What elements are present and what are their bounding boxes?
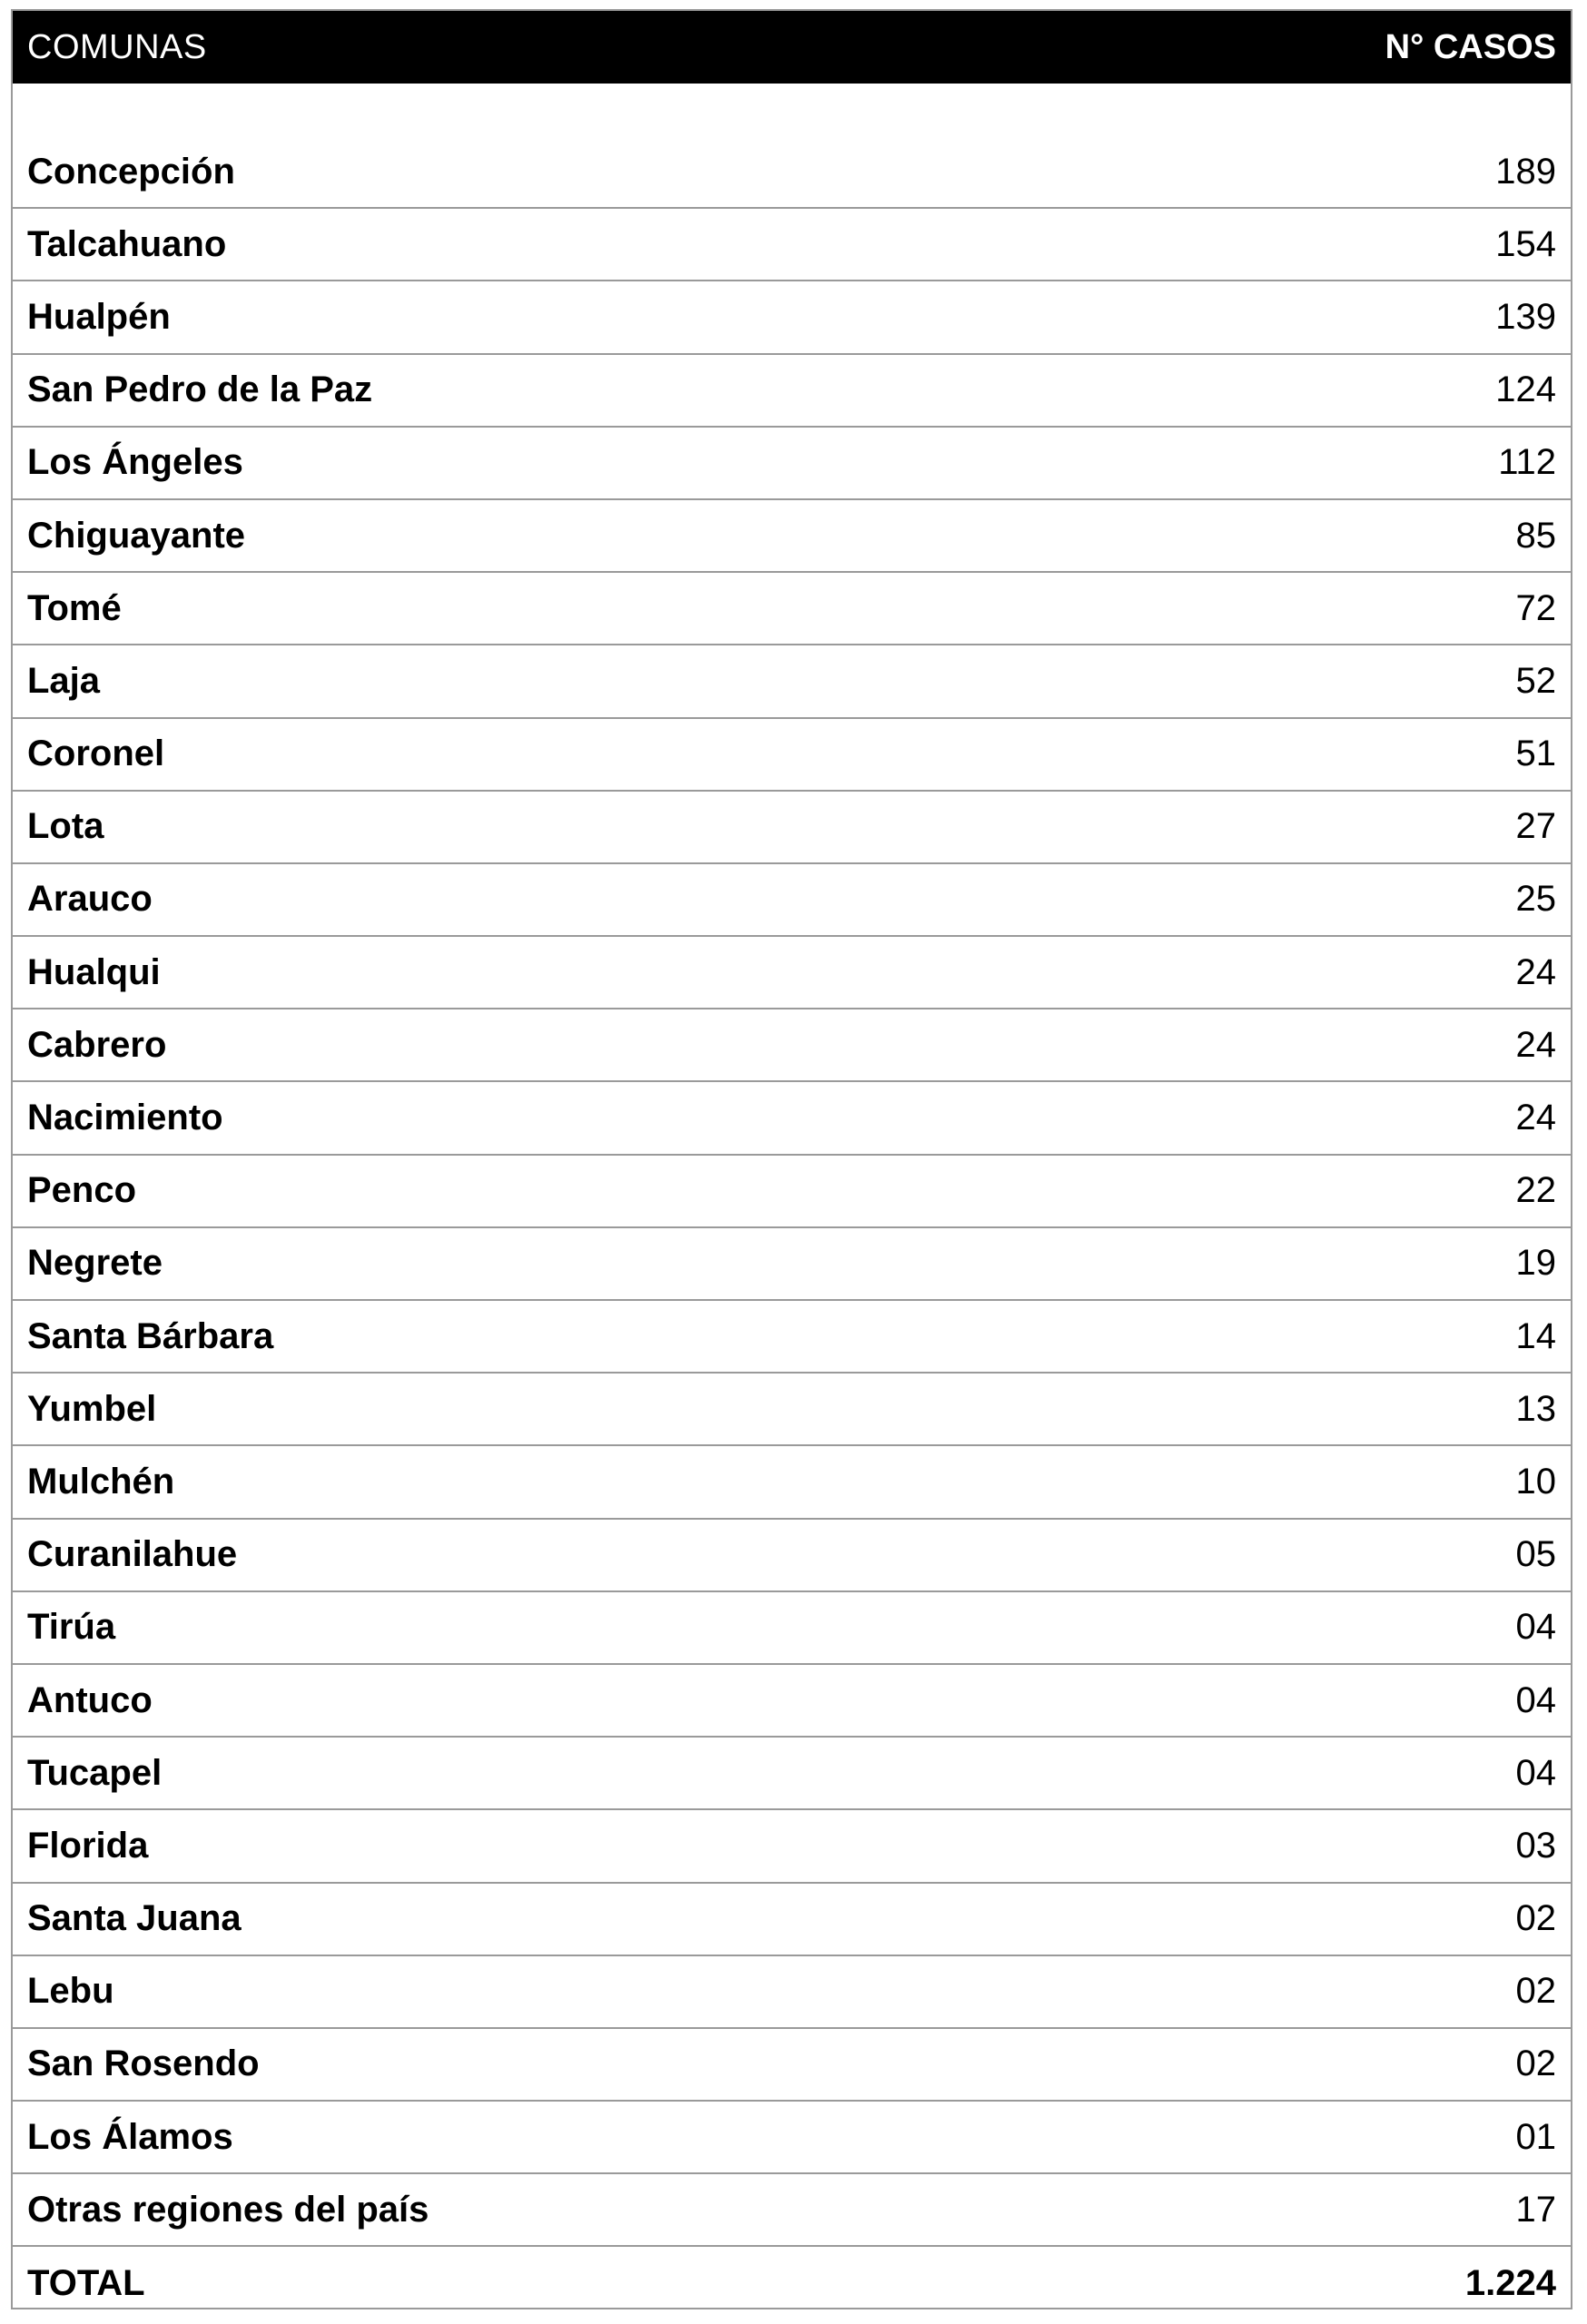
case-count: 22 <box>1515 1170 1556 1211</box>
case-count: 14 <box>1515 1315 1556 1356</box>
comuna-name: Negrete <box>27 1243 163 1284</box>
total-label: TOTAL <box>27 2263 145 2304</box>
table-row <box>13 428 1571 500</box>
comuna-name: Laja <box>27 660 101 701</box>
comuna-name: Penco <box>27 1170 137 1211</box>
comuna-name: Hualqui <box>27 951 161 992</box>
comuna-name: Cabrero <box>27 1024 167 1065</box>
table-row <box>13 281 1571 354</box>
case-count: 04 <box>1515 1607 1556 1648</box>
case-count: 02 <box>1515 2043 1556 2084</box>
table-row <box>13 355 1571 428</box>
case-count: 24 <box>1515 1098 1556 1138</box>
header-casos: N° CASOS <box>1385 27 1556 66</box>
table-row <box>13 136 1571 209</box>
case-count: 24 <box>1515 951 1556 992</box>
case-count: 03 <box>1515 1825 1556 1866</box>
table-row <box>13 1665 1571 1738</box>
comuna-name: Mulchén <box>27 1461 175 1502</box>
comuna-name: Florida <box>27 1825 149 1866</box>
comuna-name: Tirúa <box>27 1607 116 1648</box>
table-row <box>13 792 1571 864</box>
table-body <box>13 136 1571 2320</box>
comuna-name: Lota <box>27 806 104 847</box>
table-row <box>13 1520 1571 1592</box>
case-count: 154 <box>1495 223 1556 264</box>
case-count: 02 <box>1515 1971 1556 2012</box>
total-row <box>13 2247 1571 2319</box>
case-count: 27 <box>1515 806 1556 847</box>
case-count: 112 <box>1498 442 1556 483</box>
case-count: 02 <box>1515 1898 1556 1939</box>
table-row <box>13 1301 1571 1374</box>
table-row <box>13 2174 1571 2247</box>
comuna-name: Los Álamos <box>27 2116 233 2157</box>
comuna-name: Antuco <box>27 1679 153 1720</box>
case-count: 139 <box>1495 296 1556 337</box>
comuna-name: Yumbel <box>27 1388 157 1429</box>
comuna-name: Coronel <box>27 734 165 774</box>
case-count: 05 <box>1515 1534 1556 1575</box>
comuna-name: Curanilahue <box>27 1534 238 1575</box>
case-count: 04 <box>1515 1752 1556 1793</box>
comuna-name: Santa Juana <box>27 1898 242 1939</box>
comuna-name: San Rosendo <box>27 2043 260 2084</box>
case-count: 01 <box>1515 2116 1556 2157</box>
table-row <box>13 1446 1571 1519</box>
comuna-name: Tucapel <box>27 1752 163 1793</box>
comuna-name: Talcahuano <box>27 223 227 264</box>
table-row <box>13 1082 1571 1155</box>
comuna-name: Arauco <box>27 879 153 920</box>
case-count: 25 <box>1515 879 1556 920</box>
table-row <box>13 1592 1571 1665</box>
case-count: 24 <box>1515 1024 1556 1065</box>
case-count: 17 <box>1515 2189 1556 2230</box>
comuna-name: Santa Bárbara <box>27 1315 274 1356</box>
comuna-name: Chiguayante <box>27 515 246 556</box>
comuna-name: Concepción <box>27 151 235 192</box>
comuna-name: San Pedro de la Paz <box>27 369 373 410</box>
comuna-name: Nacimiento <box>27 1098 223 1138</box>
comuna-name: Tomé <box>27 587 122 628</box>
table-row <box>13 1738 1571 1810</box>
table-row <box>13 1810 1571 1883</box>
table-row <box>13 937 1571 1009</box>
table-row <box>13 1009 1571 1082</box>
case-count: 10 <box>1515 1461 1556 1502</box>
total-count: 1.224 <box>1464 2263 1556 2304</box>
comuna-name: Los Ángeles <box>27 442 243 483</box>
cases-table <box>11 9 1572 2309</box>
case-count: 13 <box>1515 1388 1556 1429</box>
case-count: 189 <box>1495 151 1556 192</box>
table-row <box>13 1884 1571 1956</box>
table-row <box>13 864 1571 937</box>
table-row <box>13 500 1571 573</box>
table-row <box>13 573 1571 645</box>
case-count: 04 <box>1515 1679 1556 1720</box>
header-comunas: COMUNAS <box>27 27 207 66</box>
case-count: 85 <box>1515 515 1556 556</box>
table-row <box>13 2029 1571 2102</box>
table-row <box>13 1956 1571 2029</box>
table-header <box>13 11 1571 84</box>
comuna-name: Otras regiones del país <box>27 2189 429 2230</box>
table-row <box>13 2102 1571 2174</box>
table-row <box>13 1156 1571 1228</box>
case-count: 72 <box>1515 587 1556 628</box>
case-count: 124 <box>1495 369 1556 410</box>
comuna-name: Hualpén <box>27 296 171 337</box>
table-row <box>13 719 1571 792</box>
case-count: 51 <box>1515 734 1556 774</box>
comuna-name: Lebu <box>27 1971 114 2012</box>
case-count: 19 <box>1515 1243 1556 1284</box>
case-count: 52 <box>1515 660 1556 701</box>
table-row <box>13 645 1571 718</box>
table-row <box>13 209 1571 281</box>
table-row <box>13 1228 1571 1301</box>
table-row <box>13 1374 1571 1446</box>
